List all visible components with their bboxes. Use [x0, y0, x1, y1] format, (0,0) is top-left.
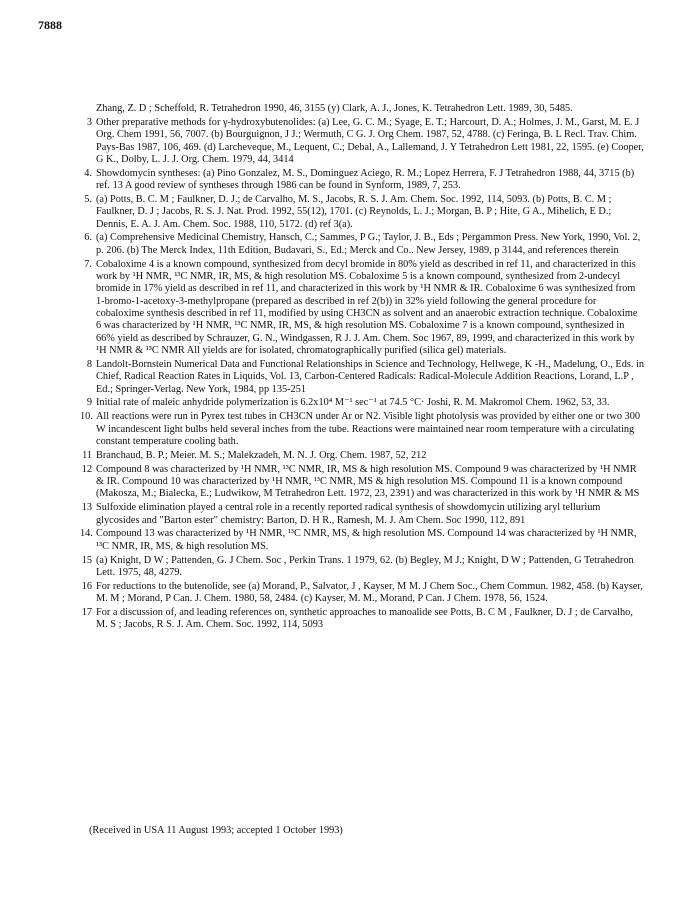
- reference-item: [80, 555, 645, 580]
- reference-text: (a) Potts, B. C. M ; Faulkner, D. J.; de Carvalho, M. S., Jacobs, R. S. J. Am. Chem. Soc. 1992, 114, 5093. (b) Potts, B. C. M ; Faulkner, D. J ; Jacobs, R. S. J. Nat. Prod. 1992, 55(12), 1701. (c) Reynolds, L. J.; Morgan, B. P ; Hite, G A., Mihelich, E D.; Dennis, E. A. J. Am. Chem. Soc. 1988, 110, 5172. (d) ref 3(a).: [96, 193, 612, 230]
- reference-text: Landolt-Bornstein Numerical Data and Functional Relationships in Science and Technology, Hellwege, K -H., Madelung, O., Eds. in Chief, Radical Reaction Rates in Liquids, Vol. 13, Carbon-Centered Radicals: Radical-Molecule Addition Reactions, Lorand, L.P , Ed.; Springer-Verlag. New York, 1984, pp 135-251: [96, 358, 645, 395]
- reference-number: 17: [81, 606, 92, 618]
- reference-number: 16: [81, 580, 92, 592]
- reference-item: [80, 168, 645, 193]
- reference-list: [80, 103, 645, 633]
- reference-text: Sulfoxide elimination played a central role in a recently reported radical synthesis of showdomycin utilizing aryl tellurium glycosides and "Barton ester" chemistry: Barton, D. H R., Ramesh, M. J. Am Chem. Soc 1990, 112, 891: [96, 502, 601, 526]
- reference-item: [80, 411, 645, 448]
- reference-number: 11: [82, 449, 92, 461]
- reference-item: [80, 103, 645, 115]
- reference-text: For a discussion of, and leading references on, synthetic approaches to manoalide see Potts, B. C M , Faulkner, D. J ; de Carvalho, M. S ; Jacobs, R S. J. Am. Chem. Soc. 1992, 114, 5093: [96, 606, 633, 631]
- reference-text: (a) Knight, D W ; Pattenden, G. J Chem. Soc , Perkin Trans. 1 1979, 62. (b) Begley, M J.; Knight, D W ; Pattenden, G Tetrahedron Lett. 1975, 48, 4279.: [96, 554, 634, 578]
- reference-text: Zhang, Z. D ; Scheffold, R. Tetrahedron 1990, 46, 3155 (y) Clark, A. J., Jones, K. Tetrahedron Lett. 1989, 30, 5485.: [96, 103, 573, 114]
- reference-item: [80, 607, 645, 632]
- reference-item: [80, 259, 645, 358]
- reference-number: 8: [86, 358, 92, 370]
- reference-number: 7.: [84, 258, 92, 270]
- reference-text: (a) Comprehensive Medicinal Chemistry, Hansch, C.; Sammes, P G.; Taylor, J. B., Eds ; Pergammon Press. New York, 1990, Vol. 2, p. 206. (b) The Merck Index, 11th Edition, Budavari, S., Ed.; Merck and Co.. New Jersey, 1989, p 3144, and references therein: [96, 232, 641, 256]
- received-note: (Received in USA 11 August 1993; accepted 1 October 1993): [89, 825, 343, 836]
- reference-number: 15: [81, 554, 92, 566]
- reference-text: Compound 8 was characterized by ¹H NMR, ¹³C NMR, IR, MS & high resolution MS. Compound 9 was characterized by ¹H NMR & IR. Compound 10 was characterized by ¹H NMR, ¹³C NMR, MS & high resolution MS. Compound 11 is a known compound (Makosza, M.; Bialecka, E.; Ludwikow, M Tetrahedron Lett. 1972, 23, 2391) and was characterized in this work by ¹H NMR & MS: [96, 463, 640, 500]
- reference-number: 5.: [84, 193, 92, 205]
- reference-item: [80, 450, 645, 462]
- reference-number: 9: [86, 397, 92, 409]
- reference-item: [80, 359, 645, 396]
- reference-number: 6.: [84, 232, 92, 244]
- reference-item: [80, 502, 645, 527]
- reference-number: 12: [81, 463, 92, 475]
- reference-text: Cobaloxime 4 is a known compound, synthesized from decyl bromide in 80% yield as described in ref 11, and characterized in this work by ¹H NMR, ¹³C NMR, IR, MS, & high resolution MS. Cobaloxime 5 is a known compound, synthesized from 2-undecyl bromide in 17% yield as described in ref 11, and characterized in this work by ¹H NMR & IR. Cobaloxime 6 was synthesized from 1-bromo-1-acetoxy-3-methylpropane (prepared as described in ref 2(b)) in 32% yield following the general procedure for cobaloxime synthesis described in ref 11, modified by using CH3CN as solvent and an anaerobic extraction technique. Cobaloxime 6 was characterized by ¹H NMR, ¹³C NMR, IR, MS, & high resolution MS. Cobaloxime 7 is a known compound, synthesized in 66% yield as described by Schrauzer, G. N., Windgassen, R J. J. Am. Chem. Soc 1967, 89, 1999, and characterized in this work by ¹H NMR & ¹³C NMR All yields are for isolated, chromatographically purified (silica gel) materials.: [96, 258, 638, 357]
- reference-number: 10.: [80, 411, 93, 423]
- reference-text: Initial rate of maleic anhydride polymerization is 6.2x10⁴ M⁻¹ sec⁻¹ at 74.5 °C· Joshi, R. M. Makromol Chem. 1962, 53, 33.: [96, 397, 610, 409]
- reference-text: Other preparative methods for γ-hydroxybutenolides: (a) Lee, G. C. M.; Syage, E. T.; Harcourt, D. A.; Holmes, J. M., Garst, M. E. J Org. Chem 1991, 56, 7007. (b) Bourguignon, J J.; Wermuth, C G. J. Org Chem. 1987, 52, 4788. (c) Feringa, B. L Recl. Trav. Chim. Pays-Bas 1987, 106, 469. (d) Larcheveque, M., Lequent, C.; Debal, A., Lallemand, J. Y Tetrahedron Lett 1981, 22, 1595. (e) Cooper, G K., Dolby, L. J. J. Org. Chem. 1979, 44, 3414: [96, 116, 644, 165]
- reference-item: [80, 232, 645, 257]
- reference-number: 3: [86, 116, 92, 128]
- page-number: 7888: [38, 18, 62, 32]
- reference-item: [80, 464, 645, 501]
- reference-item: [80, 117, 645, 166]
- reference-number: 14.: [80, 528, 93, 540]
- reference-item: [80, 528, 645, 553]
- reference-number: 13: [81, 502, 92, 514]
- reference-text: Showdomycin syntheses: (a) Pino Gonzalez, M. S., Dominguez Aciego, R. M.; Lopez Herrera, F. J Tetrahedron 1988, 44, 3715 (b) ref. 13 A good review of syntheses through 1986 can be found in Synform, 1989, 7, 253.: [96, 167, 635, 192]
- reference-item: [80, 397, 645, 409]
- reference-number: 4.: [84, 167, 92, 179]
- reference-text: For reductions to the butenolide, see (a) Morand, P., Salvator, J , Kayser, M M. J Chem Soc., Chem Commun. 1982, 458. (b) Kayser, M. M ; Morand, P Can. J. Chem. 1980, 58, 2484. (c) Kayser, M. M., Morand, P Can. J Chem. 1978, 56, 1524.: [96, 580, 643, 605]
- reference-text: Compound 13 was characterized by ¹H NMR, ¹³C NMR, MS, & high resolution MS. Compound 14 was characterized by ¹H NMR, ¹³C NMR, IR, MS, & high resolution MS.: [96, 528, 637, 552]
- reference-text: Branchaud, B. P.; Meier. M. S.; Malekzadeh, M. N. J. Org. Chem. 1987, 52, 212: [96, 449, 427, 461]
- reference-item: [80, 194, 645, 231]
- reference-text: All reactions were run in Pyrex test tubes in CH3CN under Ar or N2. Visible light photolysis was provided by either one or two 300 W incandescent light bulbs held several inches from the tube. Reactions were maintained near room temperature with a circulating constant temperature cooling bath.: [96, 411, 640, 447]
- reference-item: [80, 581, 645, 606]
